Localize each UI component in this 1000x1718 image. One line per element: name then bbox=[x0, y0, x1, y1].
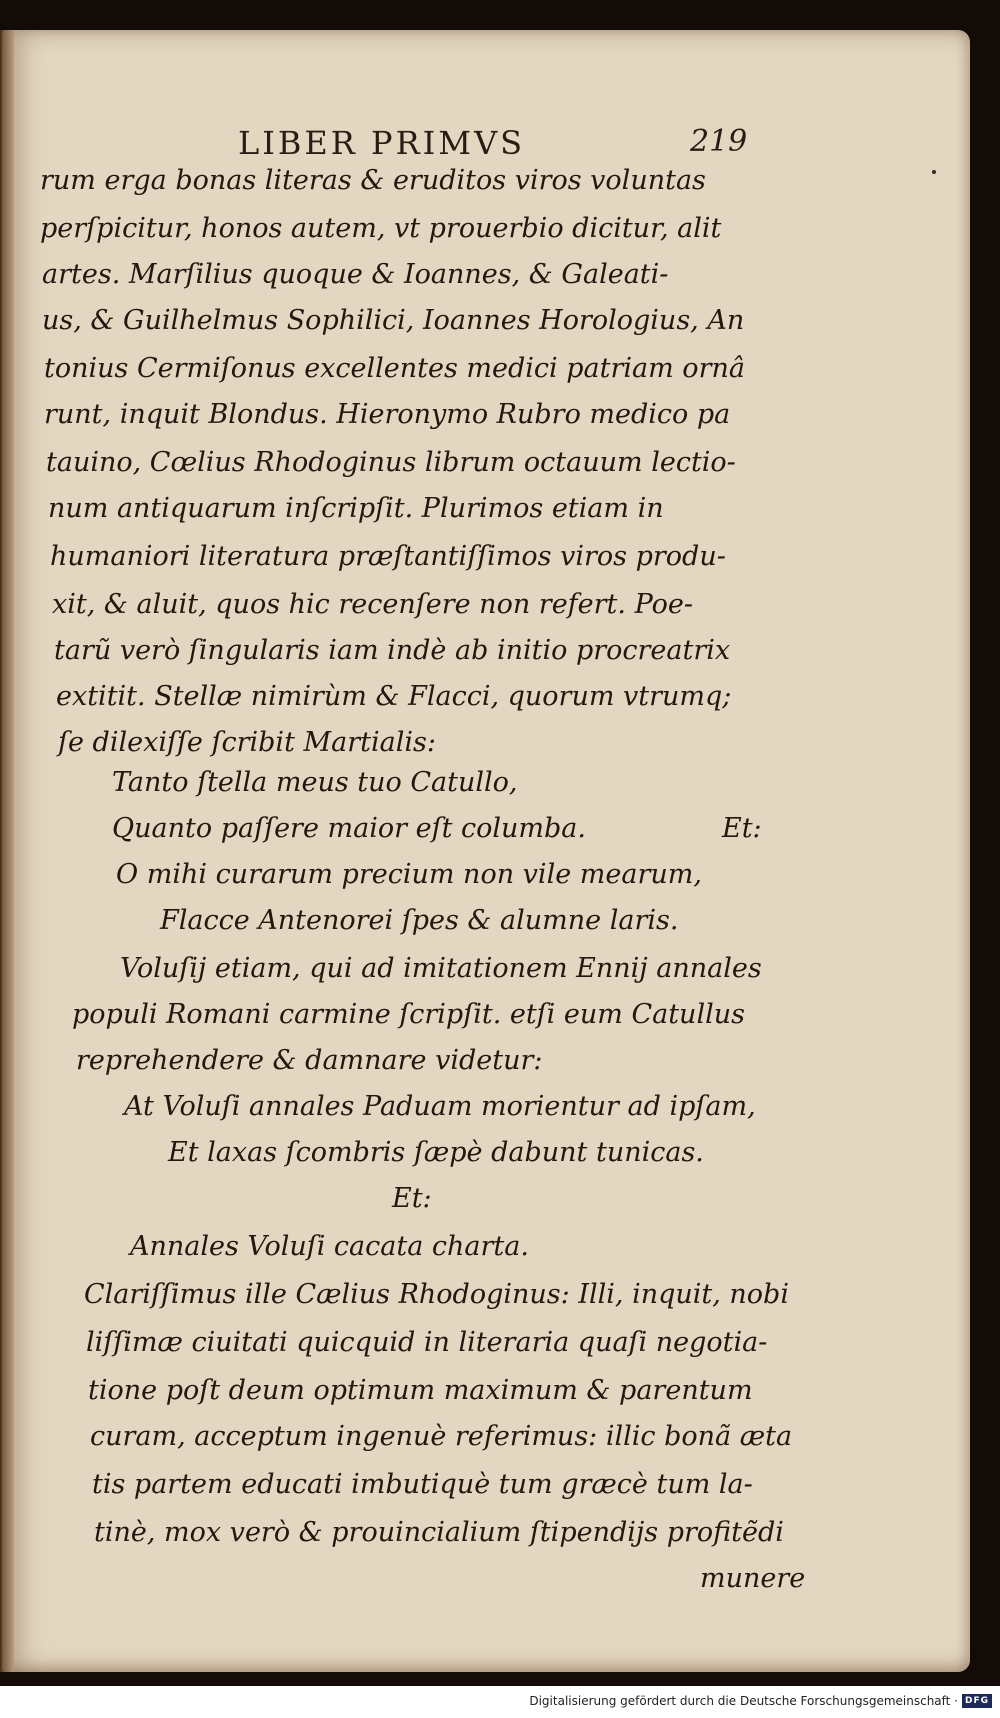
funding-credit: Digitalisierung gefördert durch die Deutsche Forschungsgemeinschaft · bbox=[529, 1694, 958, 1708]
text-line: Voluſij etiam, qui ad imitationem Ennij annales bbox=[120, 953, 762, 984]
text-line: tione poſt deum optimum maximum & parentum bbox=[88, 1375, 753, 1406]
text-line: perſpicitur, honos autem, vt prouerbio dicitur, alit bbox=[40, 213, 722, 244]
text-line: tarũ verò ſingularis iam indè ab initio procreatrix bbox=[54, 635, 731, 666]
digitization-footer bbox=[0, 1686, 1000, 1718]
verse-line: O mihi curarum precium non vile mearum, bbox=[116, 859, 702, 890]
text-line: Clariſſimus ille Cælius Rhodoginus: Illi, inquit, nobi bbox=[84, 1279, 789, 1310]
text-line: reprehendere & damnare videtur: bbox=[76, 1045, 543, 1076]
catchword: munere bbox=[700, 1563, 806, 1594]
text-line: extitit. Stellæ nimirùm & Flacci, quorum vtrumq; bbox=[56, 681, 732, 712]
verse-line: Et laxas ſcombris ſæpè dabunt tunicas. bbox=[168, 1137, 704, 1168]
text-line: us, & Guilhelmus Sophilici, Ioannes Horologius, An bbox=[42, 305, 745, 336]
text-line: liſſimæ ciuitati quicquid in literaria quaſi negotia- bbox=[86, 1327, 768, 1358]
text-line: xit, & aluit, quos hic recenſere non refert. Poe- bbox=[52, 589, 693, 620]
verse-line: Tanto ſtella meus tuo Catullo, bbox=[112, 767, 518, 798]
text-line: tis partem educati imbutiquè tum græcè tum la- bbox=[92, 1469, 753, 1500]
text-line: runt, inquit Blondus. Hieronymo Rubro medico pa bbox=[44, 399, 731, 430]
text-line: tauino, Cœlius Rhodoginus librum octauum lectio- bbox=[46, 447, 736, 478]
verse-line: Quanto paſſere maior eſt columba. bbox=[112, 813, 586, 844]
text-line: ſe dilexiſſe ſcribit Martialis: bbox=[58, 727, 436, 758]
dfg-logo: DFG bbox=[962, 1694, 992, 1708]
text-line: artes. Marſilius quoque & Ioannes, & Galeati- bbox=[42, 259, 669, 290]
running-title: LIBER PRIMVS bbox=[238, 124, 526, 162]
verse-line: Annales Voluſi cacata charta. bbox=[130, 1231, 529, 1262]
text-line: num antiquarum inſcripſit. Plurimos etiam in bbox=[48, 493, 664, 524]
verse-marker: Et: bbox=[722, 813, 762, 844]
verse-line: Flacce Antenorei ſpes & alumne laris. bbox=[160, 905, 679, 936]
text-line: rum erga bonas literas & eruditos viros voluntas bbox=[40, 165, 706, 196]
text-line: humaniori literatura præſtantiſſimos viros produ- bbox=[50, 541, 726, 572]
text-line: tonius Cermiſonus excellentes medici patriam ornâ bbox=[44, 353, 745, 384]
text-line: populi Romani carmine ſcripſit. etſi eum Catullus bbox=[72, 999, 745, 1030]
verse-marker: Et: bbox=[392, 1183, 432, 1214]
page-number: 219 bbox=[690, 124, 748, 159]
text-line: tinè, mox verò & prouincialium ſtipendijs profitẽdi bbox=[94, 1517, 784, 1548]
verse-line: At Voluſi annales Paduam morientur ad ipſam, bbox=[124, 1091, 756, 1122]
text-line: curam, acceptum ingenuè referimus: illic bonã æta bbox=[90, 1421, 793, 1452]
